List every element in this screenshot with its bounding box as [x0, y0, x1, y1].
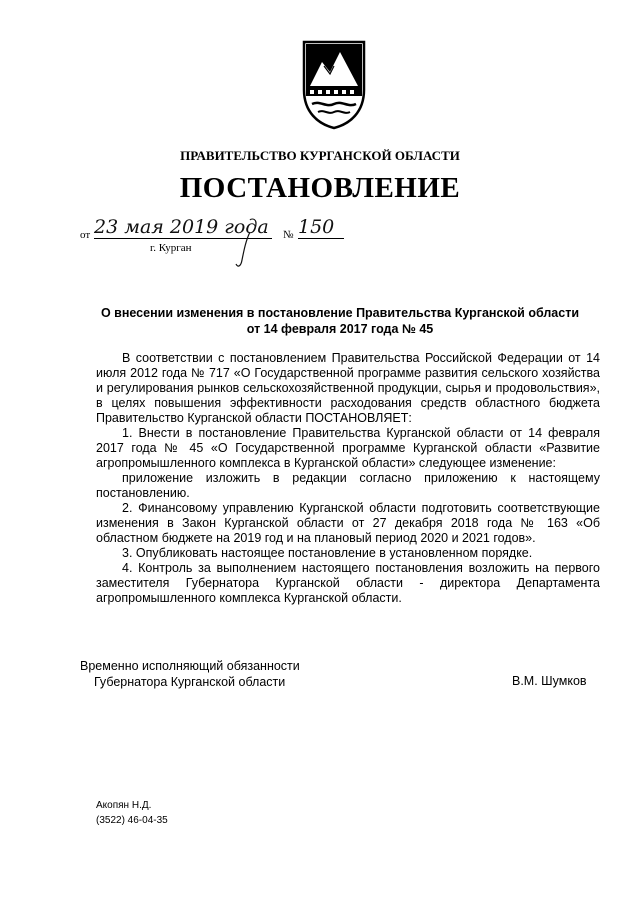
- signatory-line-1: Временно исполняющий обязанности: [80, 659, 300, 673]
- subject-line-1: О внесении изменения в постановление Правительства Курганской области: [100, 306, 580, 320]
- paragraph-item-1-text: приложение изложить в редакции согласно приложению к настоящему постановлению.: [96, 471, 600, 500]
- date-prefix: от: [80, 229, 91, 241]
- executor-name: Акопян Н.Д.: [96, 800, 152, 811]
- city-label: г. Курган: [150, 242, 192, 254]
- document-type-title: ПОСТАНОВЛЕНИЕ: [179, 172, 461, 204]
- subject-line-2: от 14 февраля 2017 года № 45: [246, 322, 434, 336]
- organization-title: ПРАВИТЕЛЬСТВО КУРГАНСКОЙ ОБЛАСТИ: [180, 148, 460, 163]
- document-body: [96, 351, 600, 606]
- document-subject: [60, 305, 620, 337]
- executor-info: [96, 798, 168, 828]
- paragraph-item-3: 3. Опубликовать настоящее постановление в установленном порядке.: [122, 546, 533, 560]
- handwriting-flourish: [230, 230, 260, 270]
- paragraph-preamble: В соответствии с постановлением Правительства Российской Федерации от 14 июля 2012 года № 717 «О Государственной программе развития сельского хозяйства и регулирования рынков сельскохозяйственной продукции, сырья и продовольствия», в целях повышения эффективности расходования средств областного бюджета Правительство Курганской области ПОСТАНОВЛЯЕТ:: [96, 351, 600, 425]
- handwritten-number: 150: [298, 216, 344, 239]
- signatory-name: В.М. Шумков: [512, 674, 587, 688]
- date-number-line: [80, 216, 380, 266]
- paragraph-item-1: 1. Внести в постановление Правительства Курганской области от 14 февраля 2017 года № 45 «О Государственной программе Курганской области «Развитие агропромышленного комплекса в Курганской области» следующее изменение:: [96, 426, 600, 470]
- coat-of-arms-emblem: [300, 38, 368, 130]
- number-prefix: №: [283, 229, 294, 241]
- paragraph-item-4: 4. Контроль за выполнением настоящего постановления возложить на первого заместителя Губернатора Курганской области - директора Департамента агропромышленного комплекса Курганской области.: [96, 561, 600, 605]
- paragraph-item-2: 2. Финансовому управлению Курганской области подготовить соответствующие изменения в Закон Курганской области от 27 декабря 2018 года № 163 «Об областном бюджете на 2019 год и на плановый период 2020 и 2021 годов».: [96, 501, 600, 545]
- executor-phone: (3522) 46-04-35: [96, 815, 168, 826]
- handwritten-date: 23 мая 2019 года: [94, 216, 272, 239]
- signatory-line-2: Губернатора Курганской области: [94, 675, 286, 689]
- signatory-position: [80, 658, 300, 690]
